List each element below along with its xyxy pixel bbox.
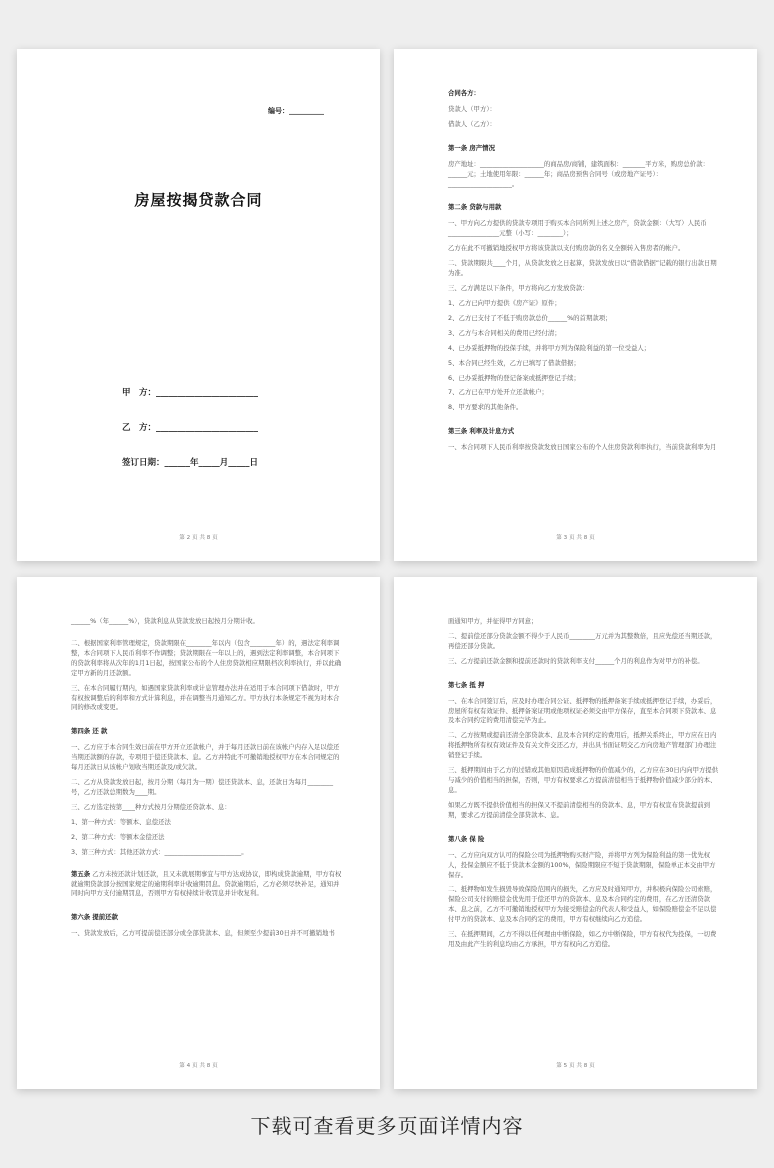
article-1-heading: 第一条 房产情况: [448, 143, 495, 152]
document-page-cover: [17, 49, 380, 561]
article-3-heading: 第三条 利率及计息方式: [448, 427, 515, 436]
parties-heading: 合同各方：: [448, 89, 480, 97]
list-item: 6、已办妥抵押物的登记备案或抵押登记手续；: [448, 373, 580, 382]
paragraph: 三、乙方满足以下条件，甲方将向乙方发放贷款：: [448, 283, 589, 292]
page-number: 第 3 页 共 8 页: [556, 535, 595, 541]
borrower-line: 借款人（乙方）：: [448, 119, 496, 128]
paragraph: 三、在抵押期间，乙方不得以任何理由中断保险，如乙方中断保险，甲方有权代为投保，一切费用及由此产生的利息均由乙方承担，甲方有权向乙方追偿。: [448, 930, 717, 949]
list-item: 3、乙方与本合同相关的费用已经付清；: [448, 328, 561, 337]
article-4-heading: 第四条 还 款: [71, 727, 108, 736]
article-2-heading: 第二条 贷款与用款: [448, 203, 502, 212]
sign-date-line: 签订日期：______年_____月_____日: [122, 458, 259, 468]
list-item: 5、本合同已经生效，乙方已填写了借款借据；: [448, 358, 580, 367]
paragraph: 一、本合同项下人民币利率按贷款发放日国家公布的个人住房贷款利率执行，当前贷款利率为月: [448, 443, 717, 452]
lender-line: 贷款人（甲方）：: [448, 104, 496, 113]
paragraph: ______%（年______%），贷款利息从贷款发放日起按月分期计收。: [71, 617, 259, 625]
paragraph: 一、乙方应于本合同生效日前在甲方开立还款帐户，并于每月还款日前在该帐户内存入足以偿还当期还款额的存款，专项用于偿还贷款本、息。乙方并特此不可撤销地授权甲方在本合同规定的每月还款日从该帐户划收当期还款及/或欠款。: [71, 743, 340, 772]
page-body: [448, 617, 721, 955]
paragraph: 二、抵押物如发生损毁导致保险范围内的损失，乙方应及时通知甲方，并积极向保险公司索赔，保险公司支付的赔偿金优先用于偿还甲方的贷款本、息及本合同约定的费用，在乙方还清贷款本、息之前，乙方不可撤销地授权甲方为接受赔偿金的代表人和受益人，如保险赔偿金不足以偿付甲方的贷款本、息及本合同约定的费用，甲方有权继续向乙方追偿。: [448, 885, 717, 924]
article-8-heading: 第八条 保 险: [448, 834, 485, 843]
paragraph: 三、乙方选定按第____种方式按月分期偿还贷款本、息：: [71, 802, 231, 811]
article-6-heading: 第六条 提前还款: [71, 913, 118, 922]
paragraph: 一、乙方应向双方认可的保险公司为抵押物购买财产险，并将甲方列为保险利益的第一优先权人，投保金额应不低于贷款本金额的100%，保险期限应不短于贷款期限，保险单正本交由甲方保存。: [448, 850, 716, 879]
download-more-caption: 下载可查看更多页面详情内容: [250, 1114, 524, 1138]
list-item: 1、乙方已向甲方提供《房产证》原件；: [448, 298, 561, 307]
paragraph: 二、乙方从贷款发放日起，按月分期（每月为一期）偿还贷款本、息，还款日为每月________号，乙方还款总期数为____期。: [71, 778, 334, 796]
document-title: 房屋按揭贷款合同: [134, 191, 263, 209]
list-item: 3、第三种方式：其他还款方式：________________________。: [71, 847, 248, 856]
article-5-text: [71, 870, 344, 900]
article-5-heading: 第五条: [71, 869, 91, 878]
paragraph: 如果乙方既不提供价值相当的担保又不提前清偿相当的贷款本、息，甲方有权宣布贷款提前到期，要求乙方提前清偿全部贷款本、息。: [448, 800, 711, 819]
page-body: [448, 89, 721, 458]
page-body: [71, 617, 344, 944]
paragraph: 二、根据国家利率管理规定，贷款期限在________年以内（包含________年）的，遇法定利率调整，本合同项下人民币利率不作调整；贷款期限在一年以上的，遇到法定利率调整，本合同项下的贷款利率将从次年的1月1日起，按国家公布的个人住房贷款相应期限档次利率执行，并以此确定甲方新的月还款额。: [71, 638, 342, 677]
page-number: 第 2 页 共 8 页: [179, 535, 218, 541]
list-item: 7、乙方已在甲方处开立还款帐户；: [448, 388, 548, 397]
list-item: 2、乙方已支付了不低于购房款总价______%的首期款项；: [448, 313, 612, 322]
party-b-line: 乙 方：________________________: [122, 423, 259, 433]
paragraph: 乙方在此不可撤销地授权甲方将该贷款以支付购房款的名义全额转入售房者的帐户。: [448, 244, 685, 253]
page-number: 第 5 页 共 8 页: [556, 1063, 595, 1069]
list-item: 4、已办妥抵押物的投保手续，并将甲方列为保险利益的第一位受益人；: [448, 343, 651, 352]
party-a-line: 甲 方：________________________: [122, 388, 259, 398]
paragraph: 二、提前偿还部分贷款金额不得少于人民币________万元并为其整数倍，且应先偿还当期还款，再偿还部分贷款。: [448, 631, 717, 650]
paragraph: 二、乙方按期或提前还清全部贷款本、息及本合同约定的费用后，抵押关系终止，甲方应在日内将抵押物所有权有效证件及有关文件交还乙方，并出具书面证明交乙方向房地产管理部门办理注销登记手续。: [448, 731, 717, 760]
document-page-4: [394, 577, 757, 1089]
paragraph: 一、贷款发放后，乙方可提前偿还部分或全部贷款本、息，但须至少提前30日并不可撤销地书: [71, 929, 335, 938]
document-page-3: [17, 577, 380, 1089]
paragraph: 三、乙方提前还款金额和提前还款时的贷款利率支付______个月的利息作为对甲方的补偿。: [448, 656, 704, 665]
article-5-body: 乙方未按还款计划还款，且又未就展期事宜与甲方达成协议，即构成贷款逾期，甲方有权就逾期贷款部分按国家规定的逾期利率计收逾期罚息。贷款逾期后，乙方必须尽快补足，通知并同时向甲方支付逾期罚息，否则甲方有权持续计收罚息并计收复利。: [71, 869, 342, 898]
list-item: 8、甲方要求的其他条件。: [448, 403, 523, 412]
contract-number: 编号：__________: [268, 107, 324, 115]
list-item: 2、第二种方式：等额本金偿还法: [71, 832, 165, 841]
article-7-heading: 第七条 抵 押: [448, 680, 485, 689]
document-page-2: [394, 49, 757, 561]
paragraph: 面通知甲方，并征得甲方同意；: [448, 617, 538, 625]
paragraph: 三、抵押期间由于乙方的过错或其他原因造成抵押物的价值减少的，乙方应在30日内向甲方提供与减少的价值相当的担保，否则，甲方有权要求乙方提前清偿相当于抵押物价值减少部分的本、息。: [448, 766, 719, 794]
list-item: 1、第一种方式：等额本、息偿还法: [71, 817, 171, 826]
paragraph: 三、在本合同履行期内，如遇国家贷款利率或计息管理办法并在适用于本合同项下借款时，甲方有权按调整后的利率和方式计算利息，并在调整当月通知乙方。甲方执行本条规定不视为对本合同的修改或变更。: [71, 683, 340, 712]
page-number: 第 4 页 共 8 页: [179, 1063, 218, 1069]
paragraph: 一、在本合同签订后，应及时办理合同公证、抵押物的抵押备案手续或抵押登记手续，办妥后，房屋所有权有效证件、抵押备案证明或他项权证必须交由甲方保存，直至本合同项下贷款本、息及本合同约定的费用清偿完毕为止。: [448, 696, 717, 725]
paragraph: 二、贷款期限共____个月，从贷款发放之日起算，贷款发放日以“借款借据”记载的银行出款日期为准。: [448, 259, 717, 278]
paragraph: 一、甲方向乙方提供的贷款专项用于购买本合同所列上述之房产，贷款金额：（大写）人民币________________元整（小写：________）；: [448, 219, 707, 238]
article-1-text: 房产地址：____________________的商品房/商铺，建筑面积：_______平方米，购房总价款：______元；土地使用年限：______年；商品房预售合同号（或房地产证号）：____________________。: [448, 159, 709, 188]
